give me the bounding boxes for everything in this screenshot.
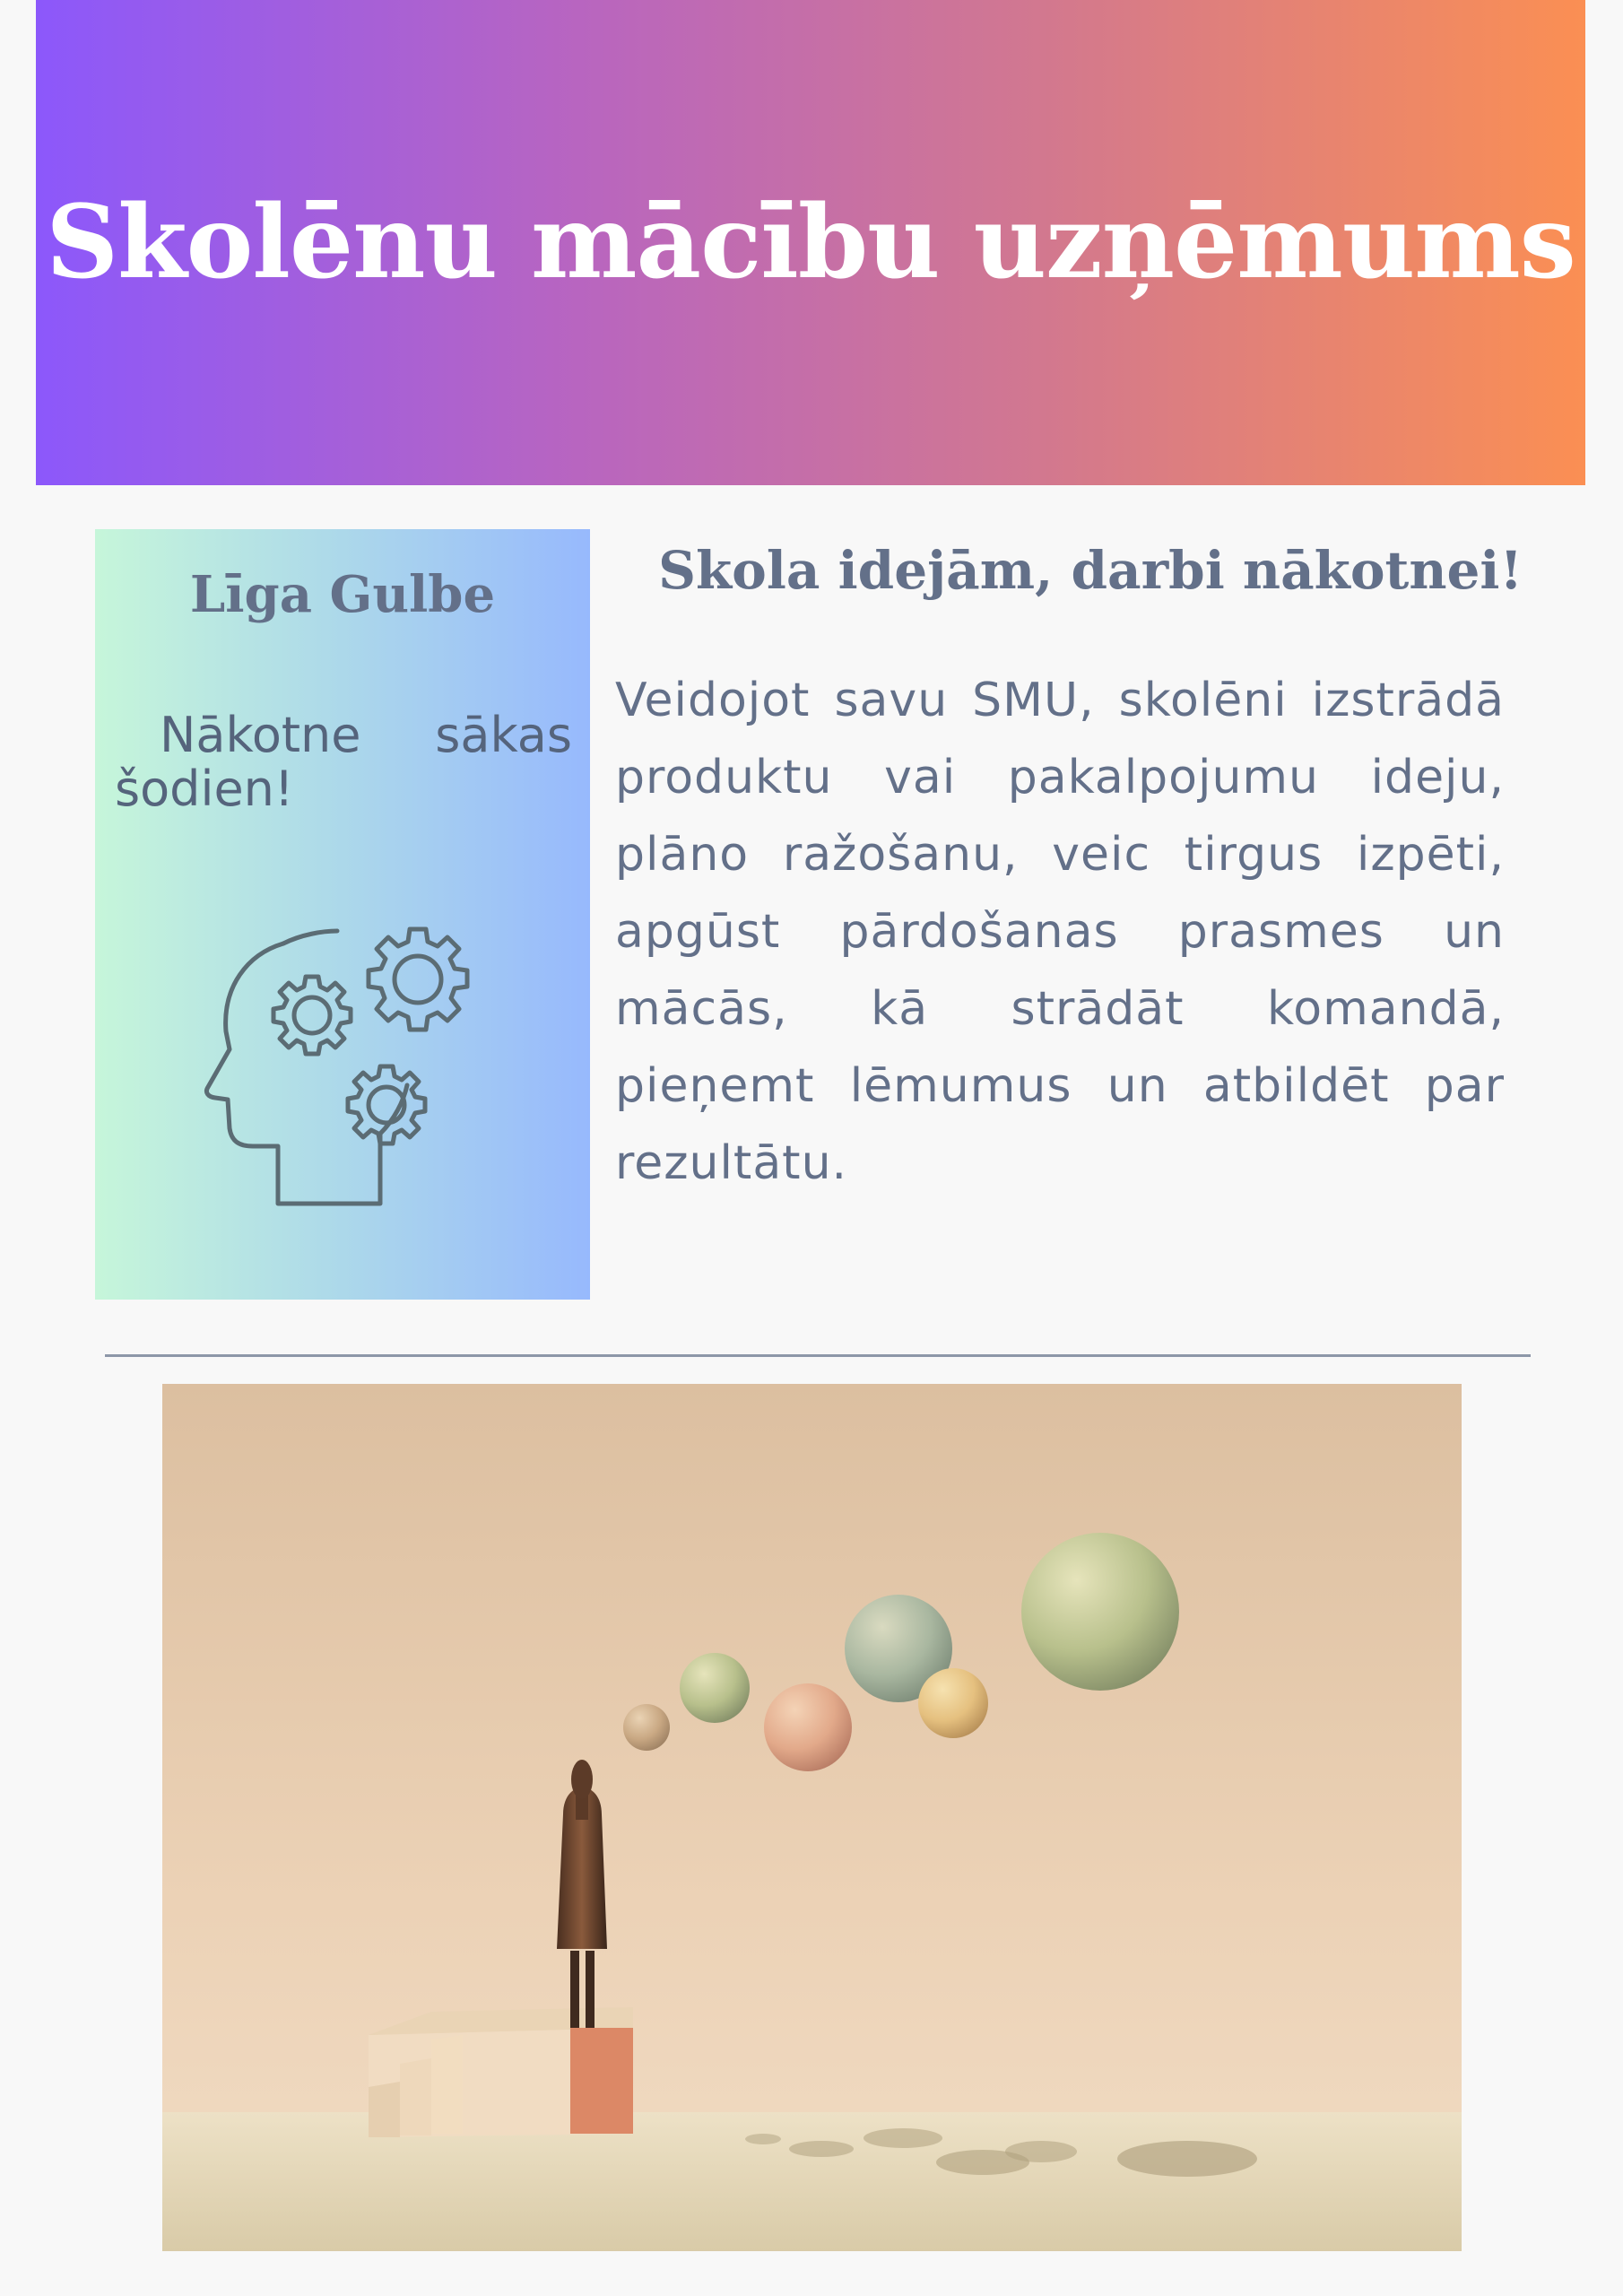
author-name: Līga Gulbe <box>189 565 496 624</box>
figure-spheres-image <box>162 1384 1462 2251</box>
author-card <box>95 529 590 1300</box>
page-title: Skolēnu mācību uzņēmums <box>46 184 1575 301</box>
tagline: Nākotne sākas šodien! <box>115 707 572 817</box>
divider <box>105 1354 1531 1357</box>
body-paragraph: Veidojot savu SMU, skolēni izstrādā produktu vai pakalpojumu ideju, plāno ražošanu, veic tirgus izpēti, apgūst pārdošanas prasmes un mācās, kā strādāt komandā, pieņemt lēmumus un atbildēt par rezultātu. <box>615 674 1505 1190</box>
header-banner <box>36 0 1585 485</box>
section-subtitle: Skola idejām, darbi nākotnei! <box>658 540 1523 601</box>
illustration-photo <box>162 1384 1462 2251</box>
head-gears-icon <box>203 915 490 1211</box>
